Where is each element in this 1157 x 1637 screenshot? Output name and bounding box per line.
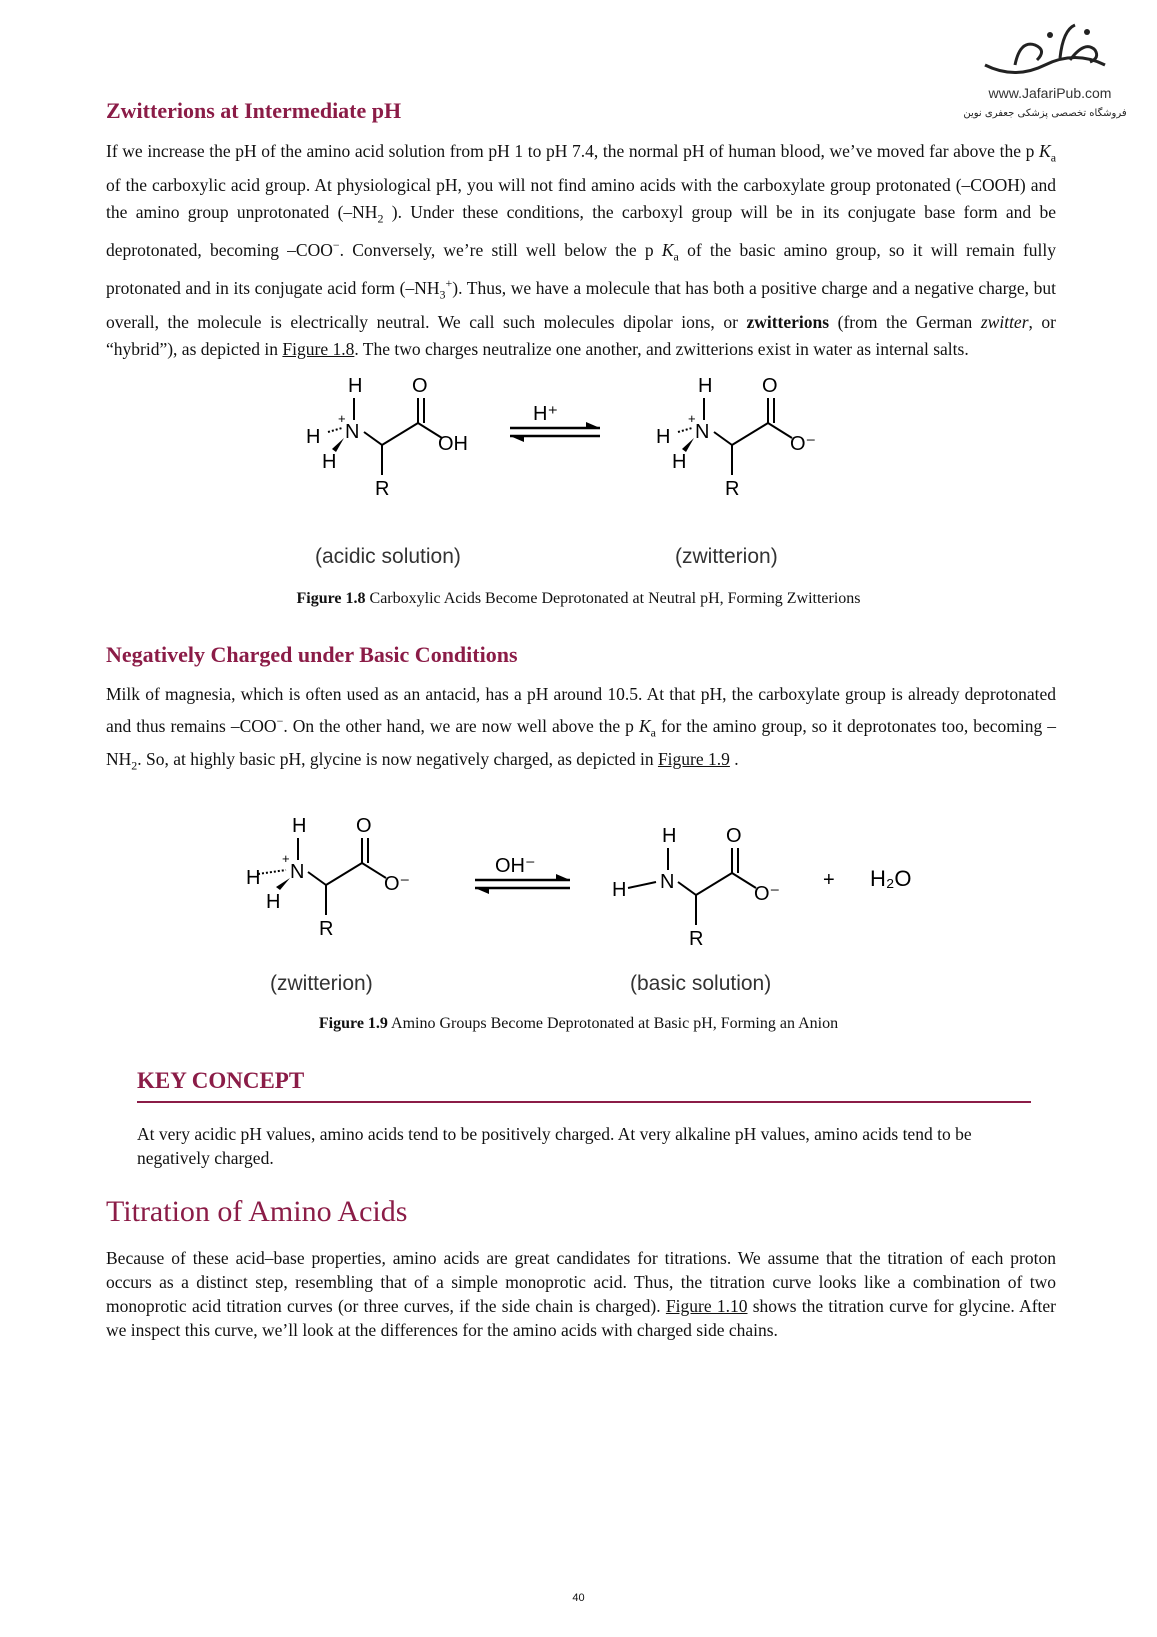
svg-text:R: R bbox=[689, 928, 704, 950]
svg-text:OH: OH bbox=[438, 433, 468, 455]
figure-1-8 bbox=[290, 370, 850, 580]
svg-text:R: R bbox=[725, 478, 740, 500]
paragraph-titration: Because of these acid–base properties, amino acids are great candidates for titrations. We assume that the titration of each proton occurs as a distinct step, resembling that of a simple monoprotic acid. Thus, the titration curve looks like a combination of two monoprotic acid titration curves (or three curves, if the side chain is charged). Figure 1.10 shows the titration curve for glycine. After we inspect this curve, we’ll look at the differences for the amino acids with charged side chains. bbox=[106, 1248, 1056, 1340]
link-figure-1-9[interactable]: Figure 1.9 bbox=[657, 749, 730, 770]
svg-text:N: N bbox=[660, 871, 675, 893]
svg-text:O: O bbox=[412, 375, 428, 397]
equilibrium-arrows-2 bbox=[475, 855, 570, 894]
label-zwitterion-2: (zwitterion) bbox=[270, 972, 373, 995]
figure-1-9-caption: Figure 1.9 Amino Groups Become Deprotonated at Basic pH, Forming an Anion bbox=[318, 1015, 839, 1032]
zwitterion-structure-2 bbox=[246, 815, 410, 940]
svg-text:O: O bbox=[762, 375, 778, 397]
svg-text:N: N bbox=[290, 861, 305, 883]
key-concept-rule bbox=[137, 1101, 1031, 1103]
publisher-watermark bbox=[960, 20, 1130, 130]
key-concept-heading: KEY CONCEPT bbox=[137, 1068, 305, 1093]
svg-text:H: H bbox=[348, 375, 363, 397]
acidic-glycine-structure bbox=[306, 375, 468, 500]
zwitterion-structure bbox=[656, 375, 816, 500]
svg-text:H: H bbox=[322, 451, 337, 473]
link-figure-1-8[interactable]: Figure 1.8 bbox=[282, 338, 355, 359]
svg-text:H: H bbox=[306, 426, 321, 448]
svg-text:+: + bbox=[338, 411, 346, 426]
svg-text:N: N bbox=[345, 421, 360, 443]
paragraph-zwitterions: If we increase the pH of the amino acid solution from pH 1 to pH 7.4, the normal pH of human blood, we’ve moved far above the p $K_a$ of the carboxylic acid group. At physiological pH, you will not find amino acids with the carboxylate group protonated (–COOH) and the amino group unprotonated ($-NH_2$ ). Under these conditions, the carboxyl group will be in its conjugate base form and be deprotonated, becoming –COO−. Conversely, we’re still well below the p $K_a$ of the basic amino group, so it will remain fully protonated and in its conjugate acid form $(-NH_3^+)$. Thus, we have a molecule that has both a positive charge and a negative charge, but overall, the molecule is electrically neutral. We call such molecules dipolar ions, or zwitterions (from the German zwitter, or “hybrid”), as depicted in Figure 1.8. The two charges neutralize one another, and zwitterions exist in water as internal salts. bbox=[106, 141, 1057, 359]
svg-text:H: H bbox=[292, 815, 307, 837]
water-formula: H₂O bbox=[870, 866, 912, 891]
label-acidic-solution: (acidic solution) bbox=[315, 545, 461, 568]
link-figure-1-10[interactable]: Figure 1.10 bbox=[665, 1296, 748, 1316]
svg-text:+: + bbox=[282, 851, 290, 866]
svg-text:OH⁻: OH⁻ bbox=[495, 855, 536, 877]
page-number: 40 bbox=[572, 1592, 585, 1604]
glycine-anion-structure bbox=[612, 825, 780, 950]
svg-text:O: O bbox=[726, 825, 742, 847]
publisher-url: www.JafariPub.com bbox=[988, 85, 1112, 101]
section-heading-zwitterions: Zwitterions at Intermediate pH bbox=[106, 98, 402, 123]
svg-text:O⁻: O⁻ bbox=[384, 873, 411, 895]
svg-text:H: H bbox=[246, 867, 261, 889]
svg-text:H: H bbox=[662, 825, 677, 847]
svg-text:H: H bbox=[266, 891, 281, 913]
svg-text:O⁻: O⁻ bbox=[754, 883, 781, 905]
svg-text:H: H bbox=[698, 375, 713, 397]
key-concept-text: At very acidic pH values, amino acids tend to be positively charged. At very alkaline pH values, amino acids tend to be negatively charged. bbox=[137, 1124, 972, 1168]
svg-text:R: R bbox=[319, 918, 334, 940]
svg-text:+: + bbox=[688, 411, 696, 426]
svg-text:O: O bbox=[356, 815, 372, 837]
section-heading-negatively-charged: Negatively Charged under Basic Conditions bbox=[106, 642, 518, 667]
svg-text:H: H bbox=[656, 426, 671, 448]
svg-text:N: N bbox=[695, 421, 710, 443]
svg-text:H: H bbox=[672, 451, 687, 473]
paragraph-basic-conditions: Milk of magnesia, which is often used as an antacid, has a pH around 10.5. At that pH, the carboxylate group is already deprotonated and thus remains –COO−. On the other hand, we are now well above the p $K_a$ for the amino group, so it deprotonates too, becoming $-NH_2$. So, at highly basic pH, glycine is now negatively charged, as depicted in Figure 1.9 . bbox=[106, 684, 1056, 773]
figure-1-9 bbox=[240, 810, 920, 1010]
term-zwitterions: zwitterions bbox=[746, 311, 830, 332]
plus-sign: + bbox=[823, 869, 835, 891]
svg-text:H: H bbox=[612, 879, 627, 901]
jafari-logo-icon bbox=[975, 20, 1115, 82]
equilibrium-arrows bbox=[510, 403, 600, 442]
section-heading-titration: Titration of Amino Acids bbox=[106, 1195, 408, 1228]
label-basic-solution: (basic solution) bbox=[630, 972, 772, 995]
label-zwitterion: (zwitterion) bbox=[675, 545, 778, 568]
svg-text:H⁺: H⁺ bbox=[533, 403, 558, 425]
svg-text:R: R bbox=[375, 478, 390, 500]
publisher-tagline: فروشگاه تخصصی پزشکی جعفری نوین bbox=[963, 108, 1127, 119]
figure-1-8-caption: Figure 1.8 Carboxylic Acids Become Deprotonated at Neutral pH, Forming Zwitterions bbox=[296, 590, 861, 607]
svg-text:O⁻: O⁻ bbox=[790, 433, 817, 455]
